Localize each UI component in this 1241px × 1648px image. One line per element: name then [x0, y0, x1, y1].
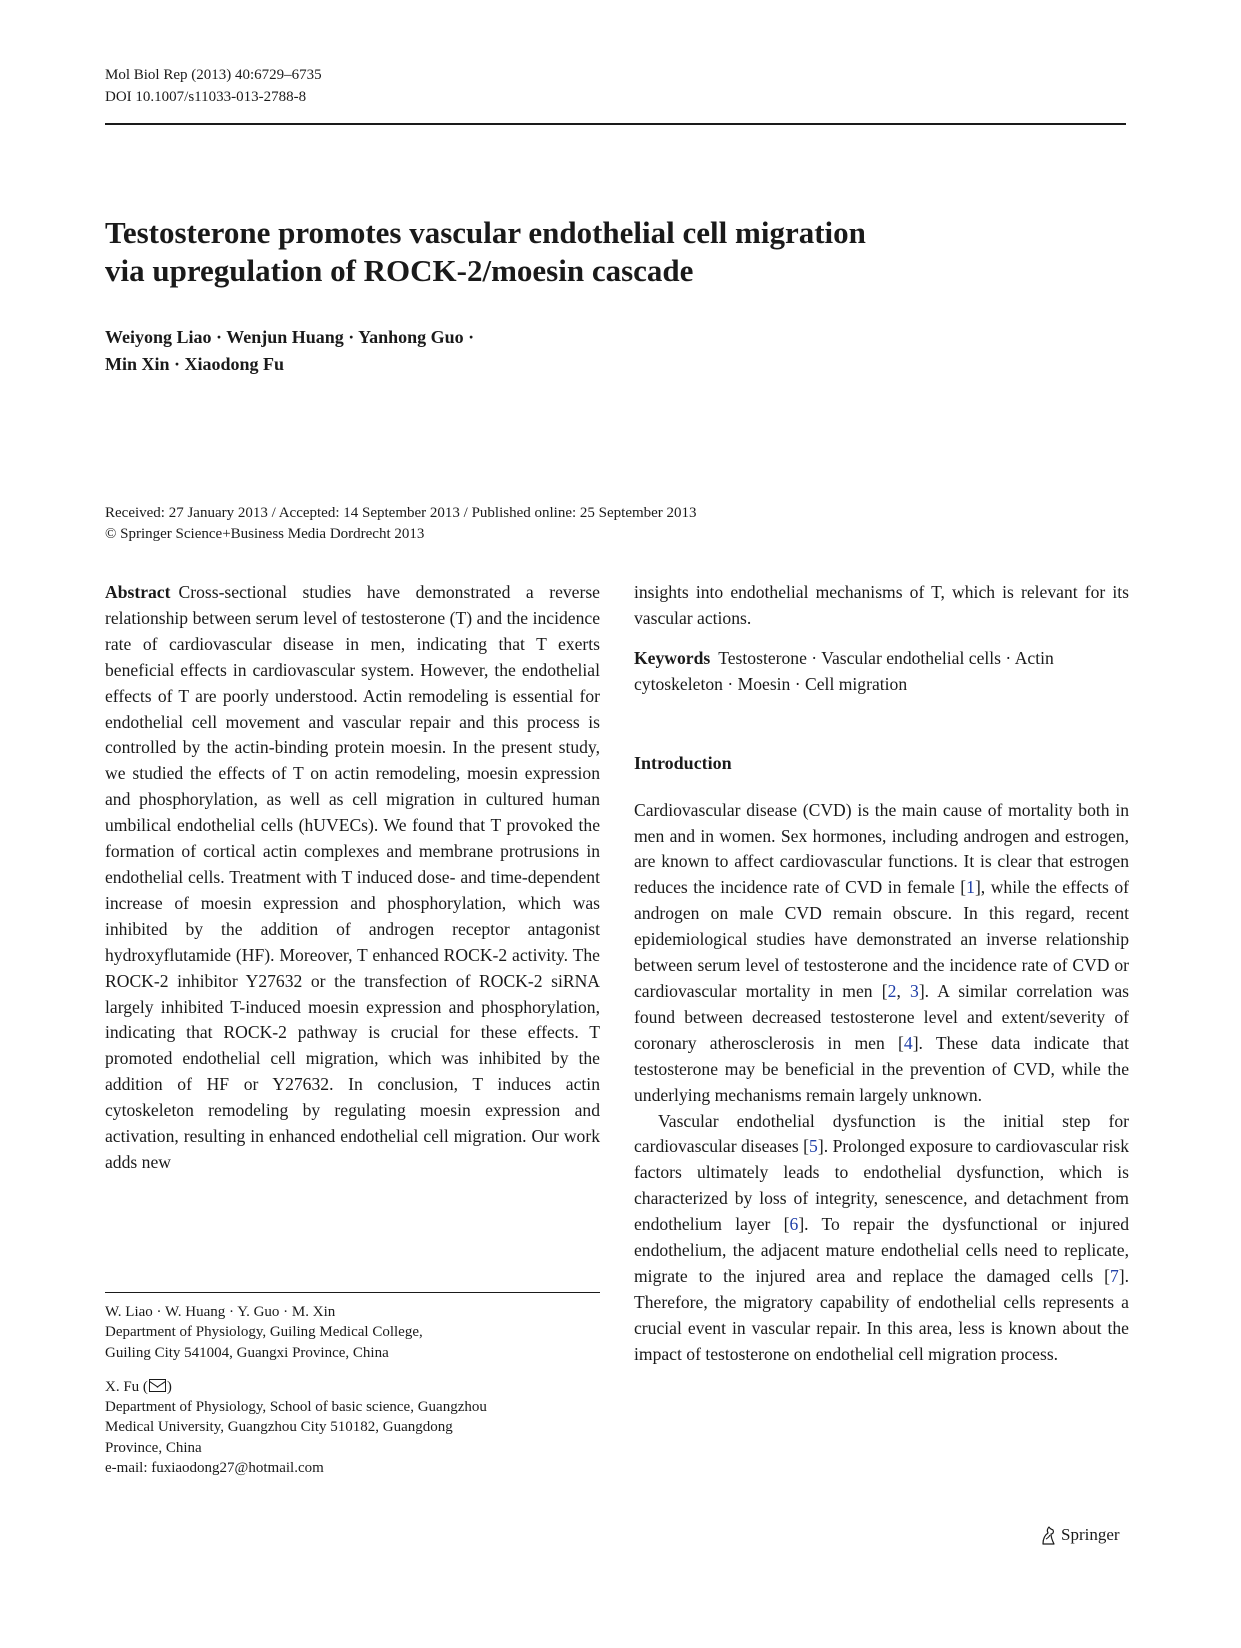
- citation-link[interactable]: 4: [903, 1032, 913, 1053]
- copyright-line: © Springer Science+Business Media Dordrecht 2013: [105, 526, 425, 542]
- corresponding-name: X. Fu (: [105, 1378, 148, 1395]
- intro-text: ,: [896, 980, 911, 1001]
- author-separator: ·: [463, 327, 475, 347]
- publication-dates: [105, 503, 697, 545]
- affiliation-address: Province, China: [105, 1439, 202, 1456]
- author-name: Weiyong Liao: [105, 327, 212, 347]
- affiliation-2: [105, 1377, 600, 1478]
- affiliation-address: Department of Physiology, Guiling Medical College,: [105, 1324, 423, 1341]
- doi: DOI 10.1007/s11033-013-2788-8: [105, 89, 307, 105]
- abstract-text: Cross-sectional studies have demonstrated a reverse relationship between serum level of testosterone (T) and the incidence rate of cardiovascular disease in men, indicating that T exerts beneficial effects in cardiovascular system. However, the endothelial effects of T are poorly understood. Actin remodeling is essential for endothelial cell movement and vascular repair and this process is controlled by the actin-binding protein moesin. In the present study, we studied the effects of T on actin remodeling, moesin expression and phosphorylation, as well as cell migration in cultured human umbilical endothelial cells (hUVECs). We found that T provoked the formation of cortical actin complexes and membrane protrusions in endothelial cells. Treatment with T induced dose- and time-dependent increase of moesin expression and phosphorylation, which was inhibited by the addition of androgen receptor antagonist hydroxyflutamide (HF). Moreover, T enhanced ROCK-2 activity. The ROCK-2 inhibitor Y27632 or the transfection of ROCK-2 siRNA largely inhibited T-induced moesin expression and phosphorylation, indicating that ROCK-2 pathway is crucial for these effects. T promoted endothelial cell migration, which was inhibited by the addition of HF or Y27632. In conclusion, T induces actin cytoskeleton remodeling by regulating moesin expression and activation, resulting in enhanced endothelial cell migration. Our work adds new: [105, 582, 600, 1172]
- author-list: [105, 324, 474, 378]
- author-name: Yanhong Guo: [358, 327, 464, 347]
- author-separator: ·: [343, 327, 359, 347]
- email-link[interactable]: e-mail: fuxiaodong27@hotmail.com: [105, 1460, 324, 1477]
- author-name: Wenjun Huang: [226, 327, 344, 347]
- affiliation-address: Guiling City 541004, Guangxi Province, China: [105, 1344, 389, 1361]
- author-name: Min Xin: [105, 354, 170, 374]
- journal-citation: Mol Biol Rep (2013) 40:6729–6735: [105, 67, 322, 83]
- intro-text: ]. These data indicate that testosterone may be beneficial in the prevention of CVD, while the underlying mechanisms remain largely unknown.: [634, 1032, 1129, 1105]
- envelope-icon: [149, 1379, 166, 1392]
- left-column: [105, 580, 600, 1176]
- author-name: Xiaodong Fu: [184, 354, 285, 374]
- citation-link[interactable]: 1: [966, 877, 975, 898]
- affiliation-1: [105, 1302, 600, 1363]
- intro-text: Vascular endothelial dysfunction is the initial step for cardiovascular diseases [: [634, 1110, 1129, 1157]
- intro-text: ]. Therefore, the migratory capability of endothelial cells represents a crucial event in vascular repair. In this area, less is known about the impact of testosterone on endothelial cell migration process.: [634, 1265, 1129, 1364]
- affiliation-address: Medical University, Guangzhou City 510182, Guangdong: [105, 1419, 453, 1436]
- abstract-continued: insights into endothelial mechanisms of T, which is relevant for its vascular actions.: [634, 582, 1129, 628]
- affiliation-address: Department of Physiology, School of basic science, Guangzhou: [105, 1399, 487, 1416]
- affiliations: [105, 1302, 600, 1478]
- keywords: [634, 646, 1129, 698]
- header-rule: [105, 123, 1126, 125]
- corresponding-author: [105, 1377, 600, 1397]
- corresponding-close: ): [166, 1378, 172, 1395]
- keywords-label: Keywords: [634, 647, 711, 668]
- right-column: [634, 580, 1129, 1368]
- journal-header: [105, 64, 322, 108]
- footnote-rule: [105, 1292, 600, 1293]
- author-separator: ·: [169, 354, 185, 374]
- intro-text: ]. Prolonged exposure to cardiovascular risk factors ultimately leads to endothelial dysfunction, which is characterized by loss of integrity, senescence, and detachment from endothelium layer [: [634, 1136, 1129, 1235]
- affiliation-authors: W. Liao · W. Huang · Y. Guo · M. Xin: [105, 1304, 336, 1320]
- intro-text: ], while the effects of androgen on male CVD remain obscure. In this regard, recent epidemiological studies have demonstrated an inverse relationship between serum level of testosterone and the incidence rate of CVD or cardiovascular mortality in men [: [634, 877, 1129, 1001]
- springer-horse-icon: [1039, 1525, 1057, 1545]
- publisher-logo: [1039, 1524, 1120, 1546]
- citation-link[interactable]: 3: [910, 980, 919, 1001]
- author-separator: ·: [211, 327, 227, 347]
- citation-link[interactable]: 5: [809, 1136, 818, 1157]
- intro-text: ]. A similar correlation was found between decreased testosterone level and extent/severity of coronary atherosclerosis in men [: [634, 980, 1129, 1053]
- intro-paragraph-1: [634, 798, 1129, 1109]
- citation-link[interactable]: 6: [789, 1214, 799, 1235]
- history-dates: Received: 27 January 2013 / Accepted: 14 September 2013 / Published online: 25 September 2013: [105, 505, 697, 521]
- publisher-name: Springer: [1061, 1525, 1120, 1544]
- article-title: [105, 214, 1065, 290]
- citation-link[interactable]: 2: [887, 980, 897, 1001]
- title-line-1: Testosterone promotes vascular endothelial cell migration: [105, 215, 866, 250]
- keywords-text: Testosterone · Vascular endothelial cells · Actin cytoskeleton · Moesin · Cell migration: [634, 647, 1054, 694]
- abstract-label: Abstract: [105, 582, 171, 602]
- intro-paragraph-2: [634, 1109, 1129, 1368]
- citation-link[interactable]: 7: [1109, 1265, 1119, 1286]
- intro-text: ]. To repair the dysfunctional or injured endothelium, the adjacent mature endothelial cells need to replicate, migrate to the injured area and replace the damaged cells [: [634, 1214, 1129, 1286]
- abstract: [105, 580, 600, 1176]
- intro-text: Cardiovascular disease (CVD) is the main cause of mortality both in men and in women. Sex hormones, including androgen and estrogen, are known to affect cardiovascular functions. It is clear that estrogen reduces the incidence rate of CVD in female [: [634, 799, 1129, 898]
- title-line-2: via upregulation of ROCK-2/moesin cascade: [105, 253, 694, 288]
- introduction-body: [634, 798, 1129, 1368]
- introduction-heading: Introduction: [634, 752, 732, 773]
